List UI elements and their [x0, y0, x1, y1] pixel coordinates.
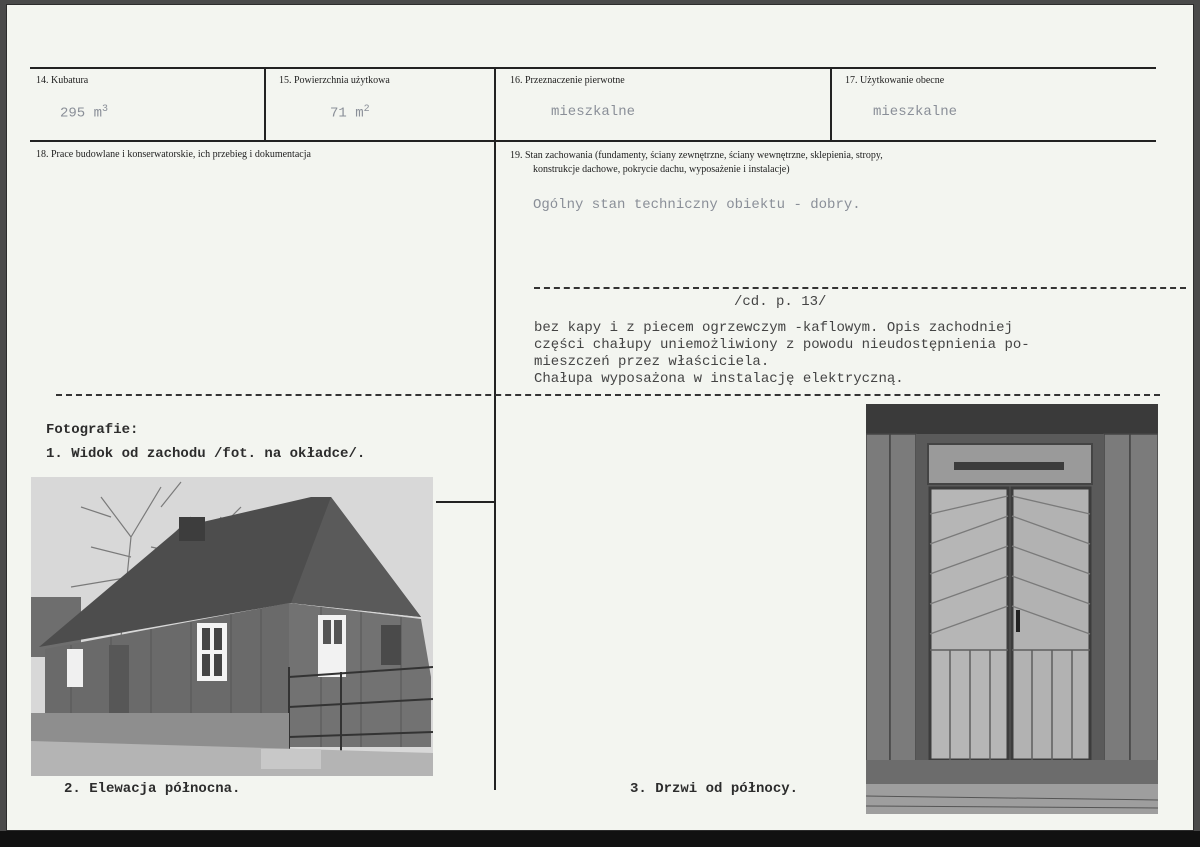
rule-col-17 — [830, 67, 832, 142]
continuation-line-1: bez kapy i z piecem ogrzewczym -kaflowym. Opis zachodniej — [534, 320, 1013, 336]
field-16-value: mieszkalne — [551, 104, 636, 120]
field-14-value: 295 $m^3$ — [60, 104, 109, 122]
field-17-label: 17. Użytkowanie obecne — [845, 75, 945, 86]
field-19-label-line1: 19. Stan zachowania (fundamenty, ściany zewnętrzne, ściany wewnętrzne, sklepienia, stropy, — [510, 150, 883, 161]
rule-top — [30, 67, 1156, 69]
photo-north-elevation — [31, 477, 433, 776]
rule-photo-edge — [436, 501, 494, 503]
rule-mid — [30, 140, 1156, 142]
dashed-rule-photos — [56, 394, 1160, 396]
field-15-value: 71 $m^2$ — [330, 104, 370, 122]
field-16-label: 16. Przeznaczenie pierwotne — [510, 75, 625, 86]
continuation-ref: /cd. p. 13/ — [734, 294, 827, 310]
field-17-value: mieszkalne — [873, 104, 958, 120]
door-photo-image — [866, 404, 1158, 814]
dashed-rule-continuation — [534, 287, 1186, 289]
house-photo-image — [31, 477, 433, 776]
rule-col-15 — [264, 67, 266, 142]
photo-item-1: 1. Widok od zachodu /fot. na okładce/. — [46, 446, 366, 462]
photos-heading: Fotografie: — [46, 422, 139, 438]
continuation-line-2: części chałupy uniemożliwiony z powodu nieudostępnienia po- — [534, 337, 1030, 353]
field-15-label: 15. Powierzchnia użytkowa — [279, 75, 390, 86]
rule-col-16 — [494, 67, 496, 790]
continuation-line-4: Chałupa wyposażona w instalację elektryczną. — [534, 371, 904, 387]
field-14-label: 14. Kubatura — [36, 75, 89, 86]
photo-caption-3: 3. Drzwi od północy. — [630, 781, 799, 797]
field-18-label: 18. Prace budowlane i konserwatorskie, ich przebieg i dokumentacja — [36, 149, 311, 160]
photo-north-door — [866, 404, 1158, 814]
scan-edge — [0, 831, 1200, 847]
field-19-label-line2: konstrukcje dachowe, pokrycie dachu, wyposażenie i instalacje) — [533, 164, 790, 175]
photo-caption-2: 2. Elewacja północna. — [64, 781, 241, 797]
continuation-line-3: mieszczeń przez właściciela. — [534, 354, 770, 370]
field-19-value: Ogólny stan techniczny obiektu - dobry. — [533, 197, 861, 213]
